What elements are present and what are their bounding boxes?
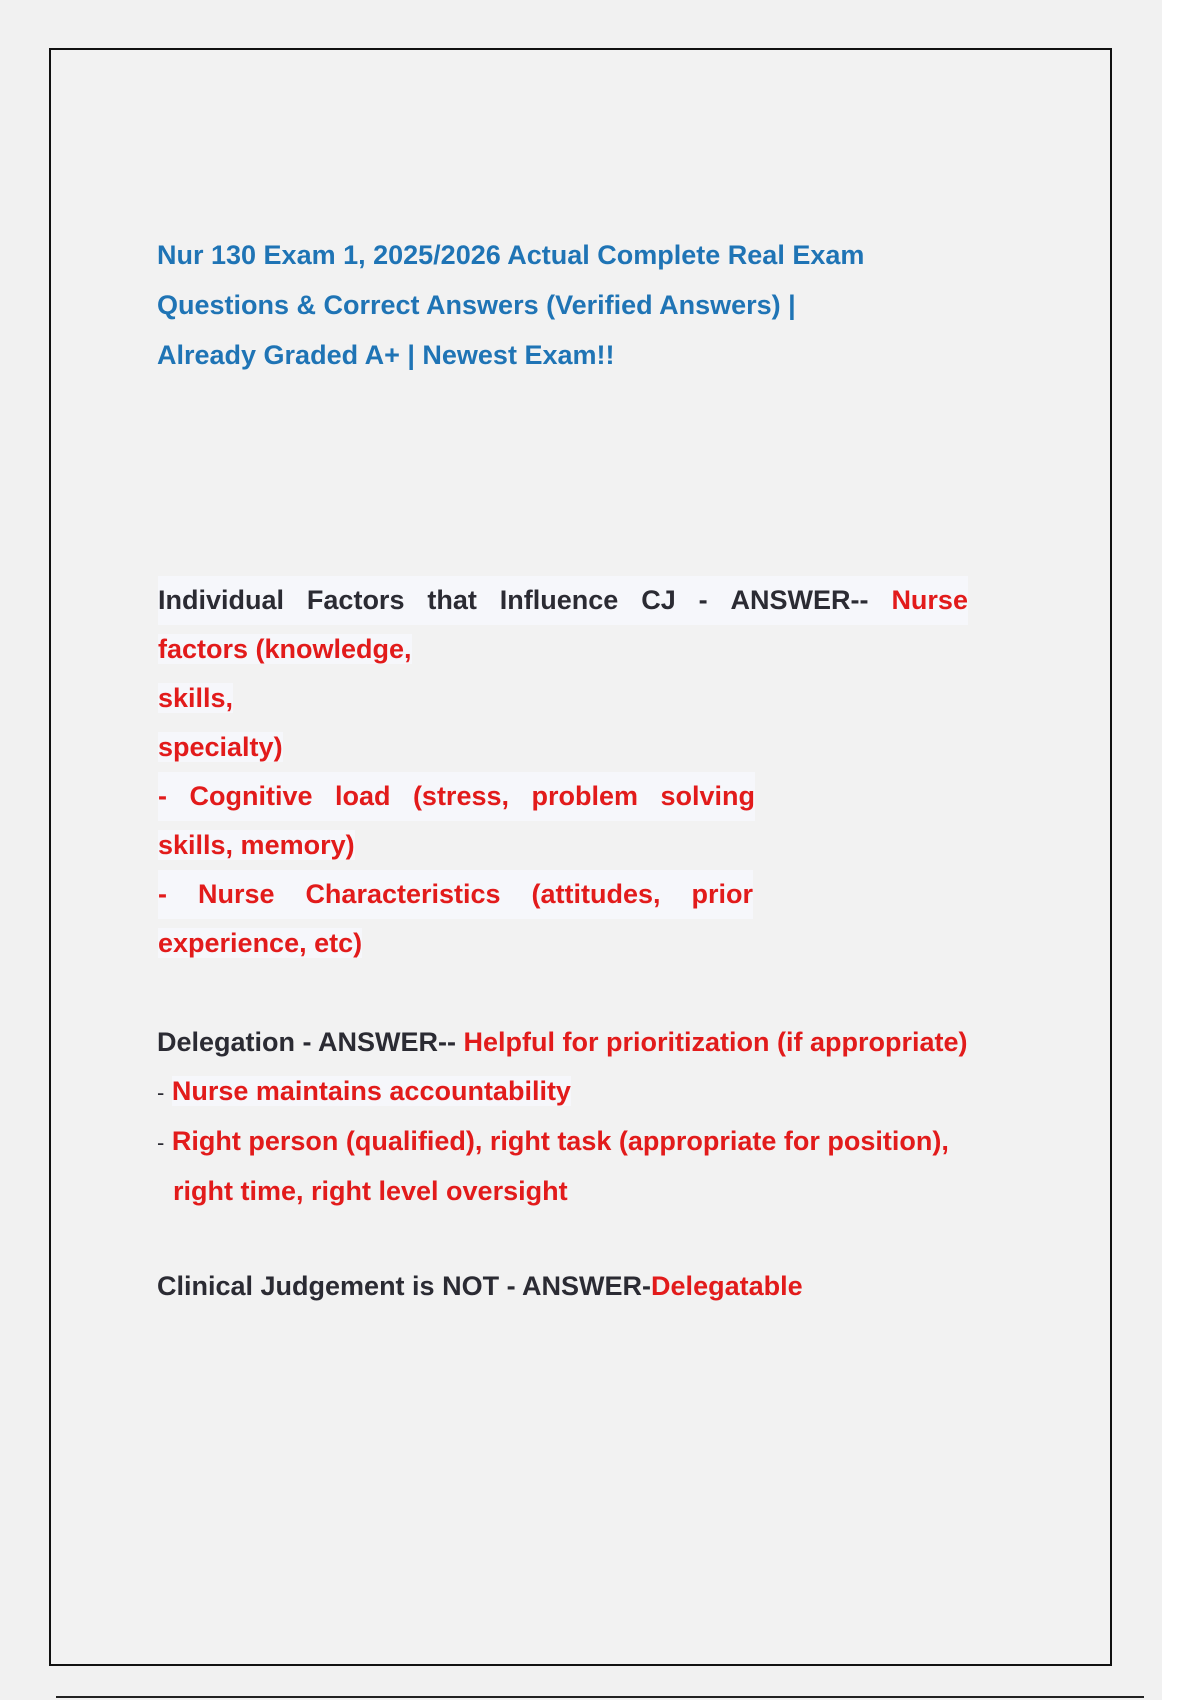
qa-2-line-4 (157, 1167, 1017, 1216)
qa-2-answer-text: Right person (qualified), right task (appropriate for position), (171, 1126, 949, 1156)
qa-1-answer-text: specialty) (158, 732, 283, 762)
qa-1-word: Cognitive (189, 781, 313, 811)
title-line-2: Questions & Correct Answers (Verified Answers) | (157, 290, 796, 320)
qa-1-answer-line (158, 625, 968, 674)
qa-1-answer-line-characteristics (158, 870, 753, 919)
qa-1-word: Nurse (197, 879, 275, 909)
qa-1-line-1 (158, 576, 968, 625)
qa-1-answer-line (158, 674, 968, 723)
qa-1-word: CJ (641, 585, 676, 615)
qa-1-answer-text: experience, etc) (158, 928, 363, 958)
qa-1-word: - (158, 879, 167, 909)
qa-1-word: solving (660, 781, 755, 811)
qa-1-word: that (427, 585, 477, 615)
qa-item-delegation (157, 1018, 1017, 1216)
document-title (157, 230, 957, 380)
qa-1-word: load (334, 781, 391, 811)
qa-2-line-2 (157, 1067, 1017, 1117)
qa-1-word: prior (691, 879, 753, 909)
qa-2-line-1 (157, 1018, 1017, 1067)
qa-3-answer: Delegatable (651, 1271, 803, 1301)
qa-1-answer-line (158, 919, 968, 968)
bullet-dash: - (157, 1080, 165, 1105)
qa-1-word: Individual (158, 585, 285, 615)
qa-1-word: Influence (499, 585, 619, 615)
qa-1-answer-text: factors (knowledge, (158, 634, 412, 664)
qa-3-question: Clinical Judgement is NOT - ANSWER- (157, 1271, 652, 1301)
qa-1-word: Factors (306, 585, 405, 615)
next-page-edge (56, 1696, 1144, 1698)
qa-1-word: Characteristics (305, 879, 501, 909)
qa-1-word: (stress, (412, 781, 509, 811)
qa-1-answer-start: Nurse (891, 585, 968, 615)
qa-1-answer-line-cognitive (158, 772, 755, 821)
qa-1-answer-text: skills, memory) (158, 830, 355, 860)
qa-item-individual-factors (158, 576, 968, 968)
bullet-dash: - (157, 1130, 165, 1155)
qa-item-clinical-judgement (157, 1262, 957, 1311)
qa-1-word: ANSWER-- (730, 585, 869, 615)
qa-1-answer-line (158, 821, 968, 870)
qa-2-answer-text: Nurse maintains accountability (171, 1076, 571, 1106)
qa-1-answer-line (158, 723, 968, 772)
qa-2-answer-start: Helpful for prioritization (if appropriate) (463, 1027, 968, 1057)
qa-2-question: Delegation - ANSWER-- (157, 1027, 464, 1057)
qa-1-word: (attitudes, (531, 879, 661, 909)
qa-1-answer-text: skills, (158, 683, 234, 713)
qa-1-word: problem (531, 781, 638, 811)
qa-2-answer-text: right time, right level oversight (173, 1176, 568, 1206)
viewer-right-margin (1162, 0, 1200, 1700)
qa-2-line-3 (157, 1117, 1017, 1167)
title-line-1: Nur 130 Exam 1, 2025/2026 Actual Complete Real Exam (157, 240, 865, 270)
qa-1-word: - (698, 585, 708, 615)
title-line-3: Already Graded A+ | Newest Exam!! (157, 340, 615, 370)
qa-1-word: - (158, 781, 167, 811)
